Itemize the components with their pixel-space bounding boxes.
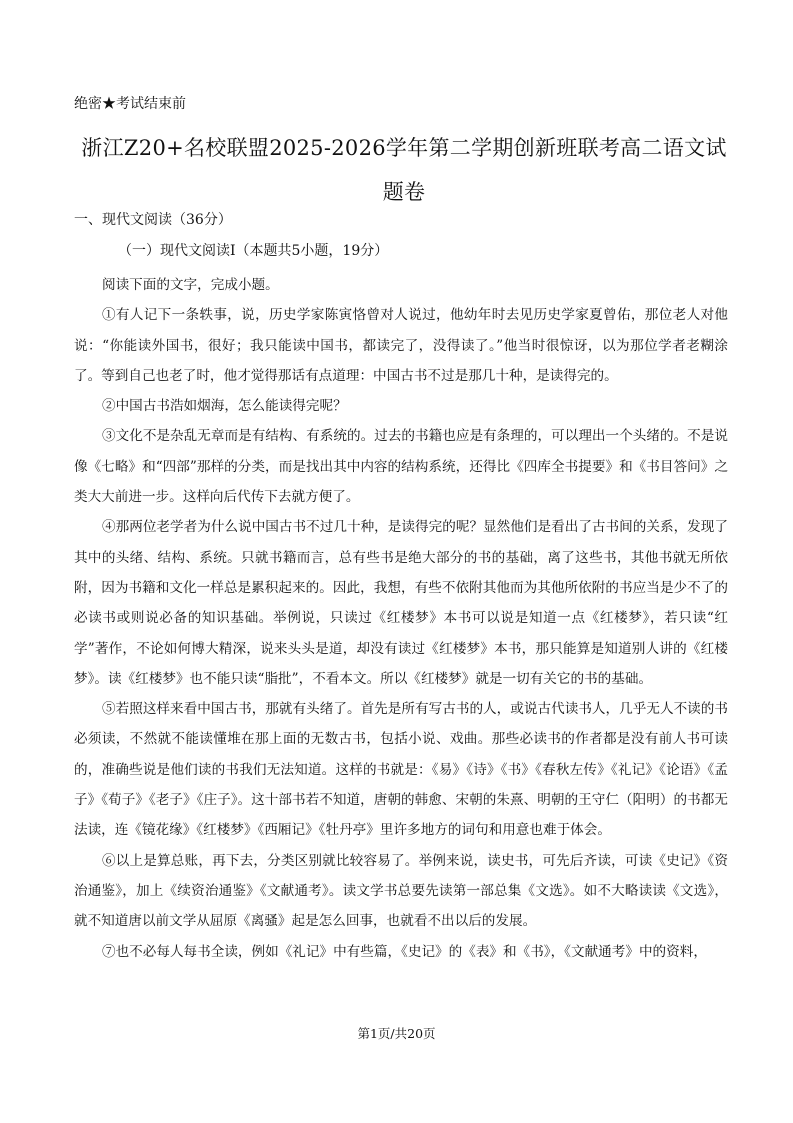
passage-paragraph-6: ⑥以上是算总账，再下去，分类区别就比较容易了。举例来说，读史书，可先后齐读，可读《史记》《资治通鉴》，加上《续资治通鉴》《文献通考》。读文学书总要先读第一部总集《文选》。如不大略读读《文选》，就不知道唐以前文学从屈原《离骚》起是怎么回事，也就看不出以后的发展。 [74,852,728,930]
exam-title: 浙江Z20+名校联盟2025-2026学年第二学期创新班联考高二语文试题卷 [81,136,727,204]
subsection-heading: （一）现代文阅读Ⅰ（本题共5小题，19分） [118,243,389,259]
passage-paragraph-2: ②中国古书浩如烟海，怎么能读得完呢？ [102,398,347,415]
passage-paragraph-5: ⑤若照这样来看中国古书，那就有头绪了。首先是所有写古书的人，或说古代读书人，几乎无人不读的书必须读，不然就不能读懂堆在那上面的无数古书，包括小说、戏曲。那些必读书的作者都是没有前人书可读的，准确些说是他们读的书我们无法知道。这样的书就是：《易》《诗》《书》《春秋左传》《礼记》《论语》《孟子》《荀子》《老子》《庄子》。这十部书若不知道，唐朝的韩愈、宋朝的朱熹、明朝的王守仁（阳明）的书都无法读，连《镜花缘》《红楼梦》《西厢记》《牡丹亭》里许多地方的词句和用意也难于体会。 [74,701,728,839]
passage-paragraph-7: ⑦也不必每人每书全读，例如《礼记》中有些篇，《史记》的《表》和《书》，《文献通考》中的资料， [102,943,707,960]
reading-passage [74,270,728,967]
instruction-paragraph: 阅读下面的文字，完成小题。 [102,277,279,293]
section-heading: 一、现代文阅读（36分） [74,212,232,228]
page-footer: 第1页/共20页 [357,1026,436,1041]
passage-paragraph-3: ③文化不是杂乱无章而是有结构、有系统的。过去的书籍也应是有条理的，可以理出一个头绪的。不是说像《七略》和“四部”那样的分类，而是找出其中内容的结构系统，还得比《四库全书提要》和《书目答问》之类大大前进一步。这样向后代传下去就方便了。 [74,428,728,506]
passage-paragraph-1: ①有人记下一条轶事，说，历史学家陈寅恪曾对人说过，他幼年时去见历史学家夏曾佑，那位老人对他说：“你能读外国书，很好；我只能读中国书，都读完了，没得读了。”他当时很惊讶，以为那位学者老糊涂了。等到自己也老了时，他才觉得那话有点道理：中国古书不过是那几十种，是读得完的。 [74,307,728,384]
passage-paragraph-4: ④那两位老学者为什么说中国古书不过几十种，是读得完的呢？显然他们是看出了古书间的关系，发现了其中的头绪、结构、系统。只就书籍而言，总有些书是绝大部分的书的基础，离了这些书，其他书就无所依附，因为书籍和文化一样总是累积起来的。因此，我想，有些不依附其他而为其他所依附的书应当是少不了的必读书或则说必备的知识基础。举例说，只读过《红楼梦》本书可以说是知道一点《红楼梦》，若只读“红学”著作，不论如何博大精深，说来头头是道，却没有读过《红楼梦》本书，那只能算是知道别人讲的《红楼梦》。读《红楼梦》也不能只读“脂批”，不看本文。所以《红楼梦》就是一切有关它的书的基础。 [74,519,728,687]
secret-label: 绝密★考试结束前 [74,96,186,112]
